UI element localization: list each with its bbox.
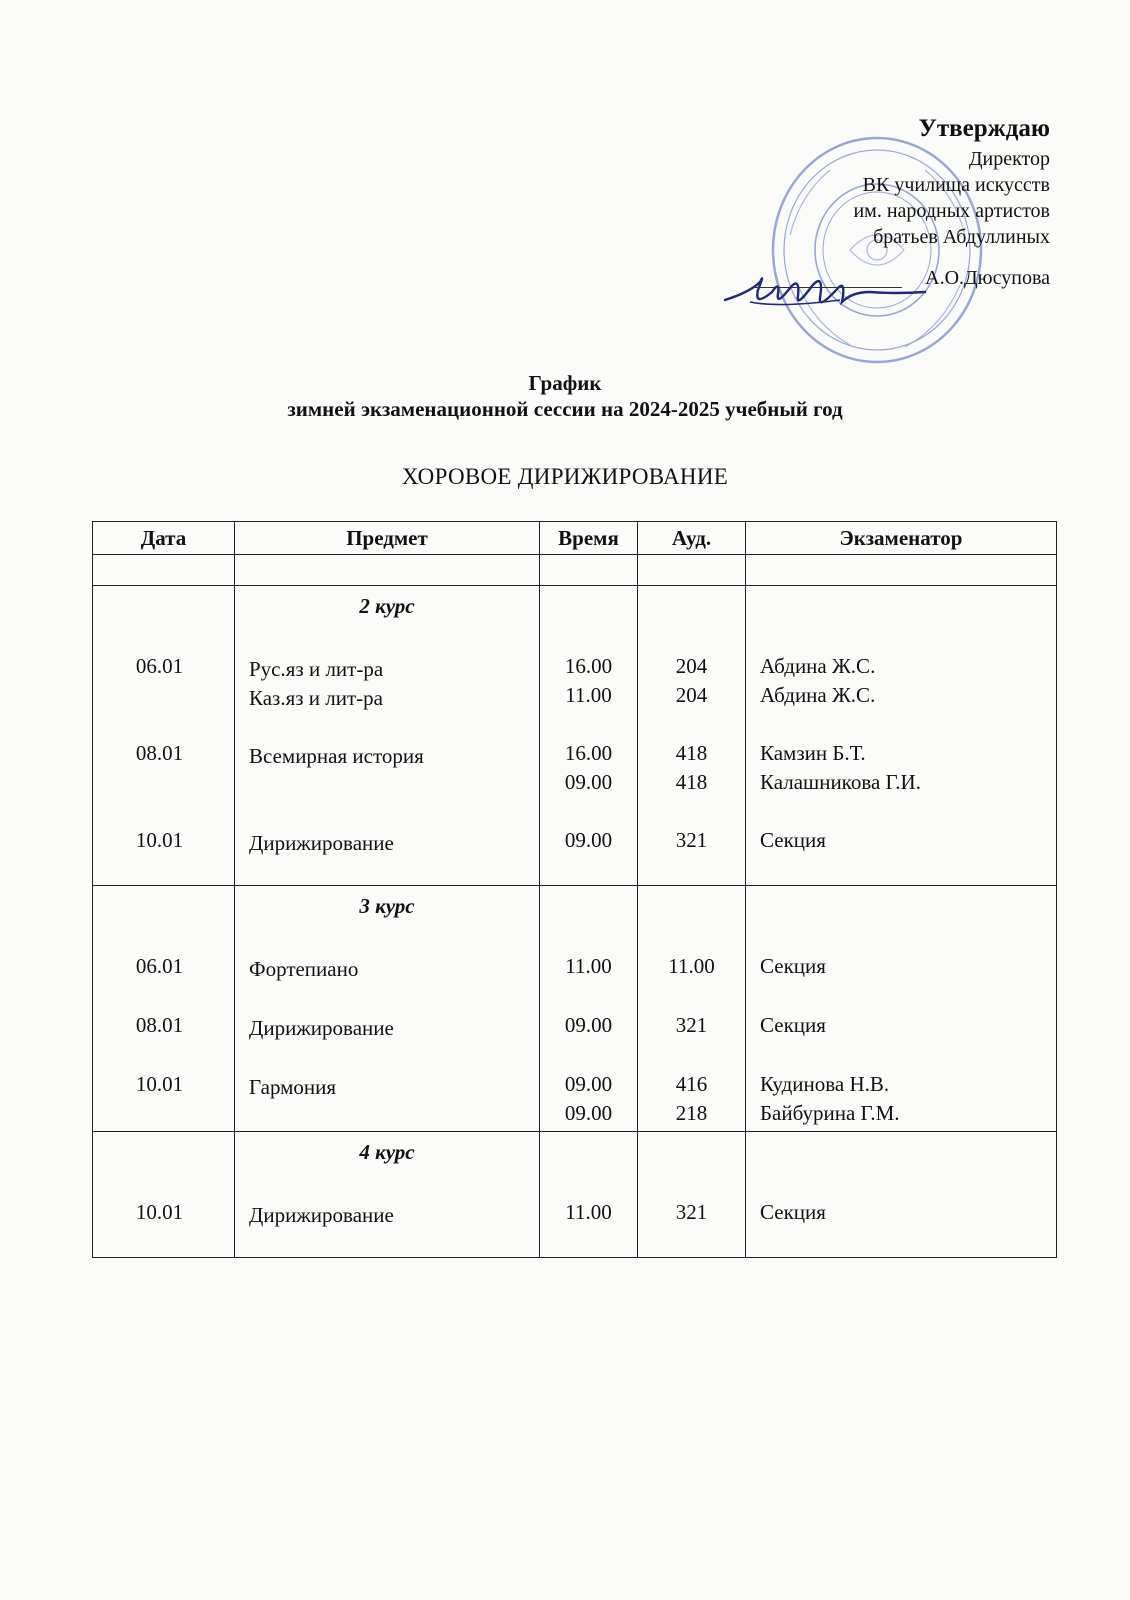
room-value: 321 (675, 1013, 708, 1037)
examiner-value (746, 710, 1056, 739)
heading-title: График (528, 371, 602, 395)
date-value (93, 768, 234, 797)
signer-name: А.О.Дюсупова (925, 267, 1050, 289)
document-heading (0, 370, 1130, 422)
exam-schedule-table (92, 521, 1057, 1258)
specialty-title: ХОРОВОЕ ДИРИЖИРОВАНИЕ (401, 464, 729, 489)
table-row (93, 1132, 1057, 1258)
time-value: 09.00 (564, 1072, 613, 1096)
subject-value: Дирижирование (249, 1016, 394, 1040)
header-time: Время (540, 522, 638, 555)
examiner-value (746, 797, 1056, 826)
approval-title: Утверждаю (918, 115, 1050, 142)
room-cell (638, 886, 746, 1132)
date-value (93, 797, 234, 826)
examiner-value: Секция (760, 1013, 826, 1037)
time-value: 16.00 (564, 741, 613, 765)
date-value: 06.01 (135, 654, 184, 678)
subject-cell (235, 586, 540, 886)
heading-subtitle: зимней экзаменационной сессии на 2024-2025 учебный год (287, 397, 843, 421)
subject-value: Рус.яз и лит-ра (249, 657, 384, 681)
table-spacer-row (93, 555, 1057, 586)
subject-cell (235, 886, 540, 1132)
subject-value (235, 713, 539, 742)
time-cell (540, 586, 638, 886)
signature-icon (720, 262, 930, 322)
date-value (93, 1099, 234, 1128)
time-cell (540, 886, 638, 1132)
header-room: Ауд. (638, 522, 746, 555)
table-header-row (93, 522, 1057, 555)
examiner-cell (746, 886, 1057, 1132)
room-value: 204 (675, 654, 708, 678)
room-value: 321 (675, 828, 708, 852)
time-value: 11.00 (565, 683, 612, 707)
subject-cell (235, 1132, 540, 1258)
room-value: 11.00 (668, 954, 715, 978)
date-value (93, 681, 234, 710)
date-value: 08.01 (135, 1013, 184, 1037)
room-value (638, 797, 745, 826)
approval-line: ВК училища искусств (862, 174, 1050, 196)
room-cell (638, 1132, 746, 1258)
time-value: 16.00 (564, 654, 613, 678)
subject-value: Всемирная история (249, 744, 424, 768)
time-value: 09.00 (564, 1101, 613, 1125)
room-value: 418 (675, 770, 708, 794)
time-value: 09.00 (564, 770, 613, 794)
date-cell (93, 586, 235, 886)
subject-value: Гармония (249, 1075, 337, 1099)
subject-value (235, 800, 539, 829)
time-value (540, 710, 637, 739)
date-value: 10.01 (135, 1200, 184, 1224)
subject-value: Каз.яз и лит-ра (249, 686, 383, 710)
room-value: 218 (675, 1101, 708, 1125)
examiner-value: Байбурина Г.М. (760, 1101, 900, 1125)
subject-value (235, 1102, 539, 1131)
time-value (540, 797, 637, 826)
room-value: 416 (675, 1072, 708, 1096)
course-label: 4 курс (359, 1140, 415, 1164)
subject-value (235, 771, 539, 800)
time-value: 09.00 (564, 1013, 613, 1037)
time-value: 11.00 (565, 1200, 612, 1224)
examiner-value: Калашникова Г.И. (760, 770, 921, 794)
approval-line: братьев Абдуллиных (873, 226, 1050, 248)
subject-value: Дирижирование (249, 1203, 394, 1227)
room-cell (638, 586, 746, 886)
examiner-value: Секция (760, 1200, 826, 1224)
room-value (638, 710, 745, 739)
table-row (93, 886, 1057, 1132)
header-subject: Предмет (235, 522, 540, 555)
date-value: 10.01 (135, 828, 184, 852)
room-value: 204 (675, 683, 708, 707)
examiner-value: Абдина Ж.С. (760, 654, 876, 678)
subject-value: Фортепиано (249, 957, 359, 981)
approval-line: им. народных артистов (853, 200, 1050, 222)
approval-line: Директор (968, 148, 1050, 170)
time-value: 09.00 (564, 828, 613, 852)
examiner-value: Абдина Ж.С. (760, 683, 876, 707)
course-label: 2 курс (359, 594, 415, 618)
examiner-value: Кудинова Н.В. (760, 1072, 890, 1096)
room-value: 321 (675, 1200, 708, 1224)
date-value: 08.01 (135, 741, 184, 765)
examiner-cell (746, 1132, 1057, 1258)
table-row (93, 586, 1057, 886)
examiner-value: Секция (760, 828, 826, 852)
date-value: 06.01 (135, 954, 184, 978)
time-cell (540, 1132, 638, 1258)
examiner-cell (746, 586, 1057, 886)
header-date: Дата (93, 522, 235, 555)
date-value (93, 710, 234, 739)
date-cell (93, 886, 235, 1132)
date-cell (93, 1132, 235, 1258)
examiner-value: Камзин Б.Т. (760, 741, 866, 765)
header-examiner: Экзаменатор (746, 522, 1057, 555)
time-value: 11.00 (565, 954, 612, 978)
subject-value: Дирижирование (249, 831, 394, 855)
course-label: 3 курс (359, 894, 415, 918)
room-value: 418 (675, 741, 708, 765)
examiner-value: Секция (760, 954, 826, 978)
date-value: 10.01 (135, 1072, 184, 1096)
